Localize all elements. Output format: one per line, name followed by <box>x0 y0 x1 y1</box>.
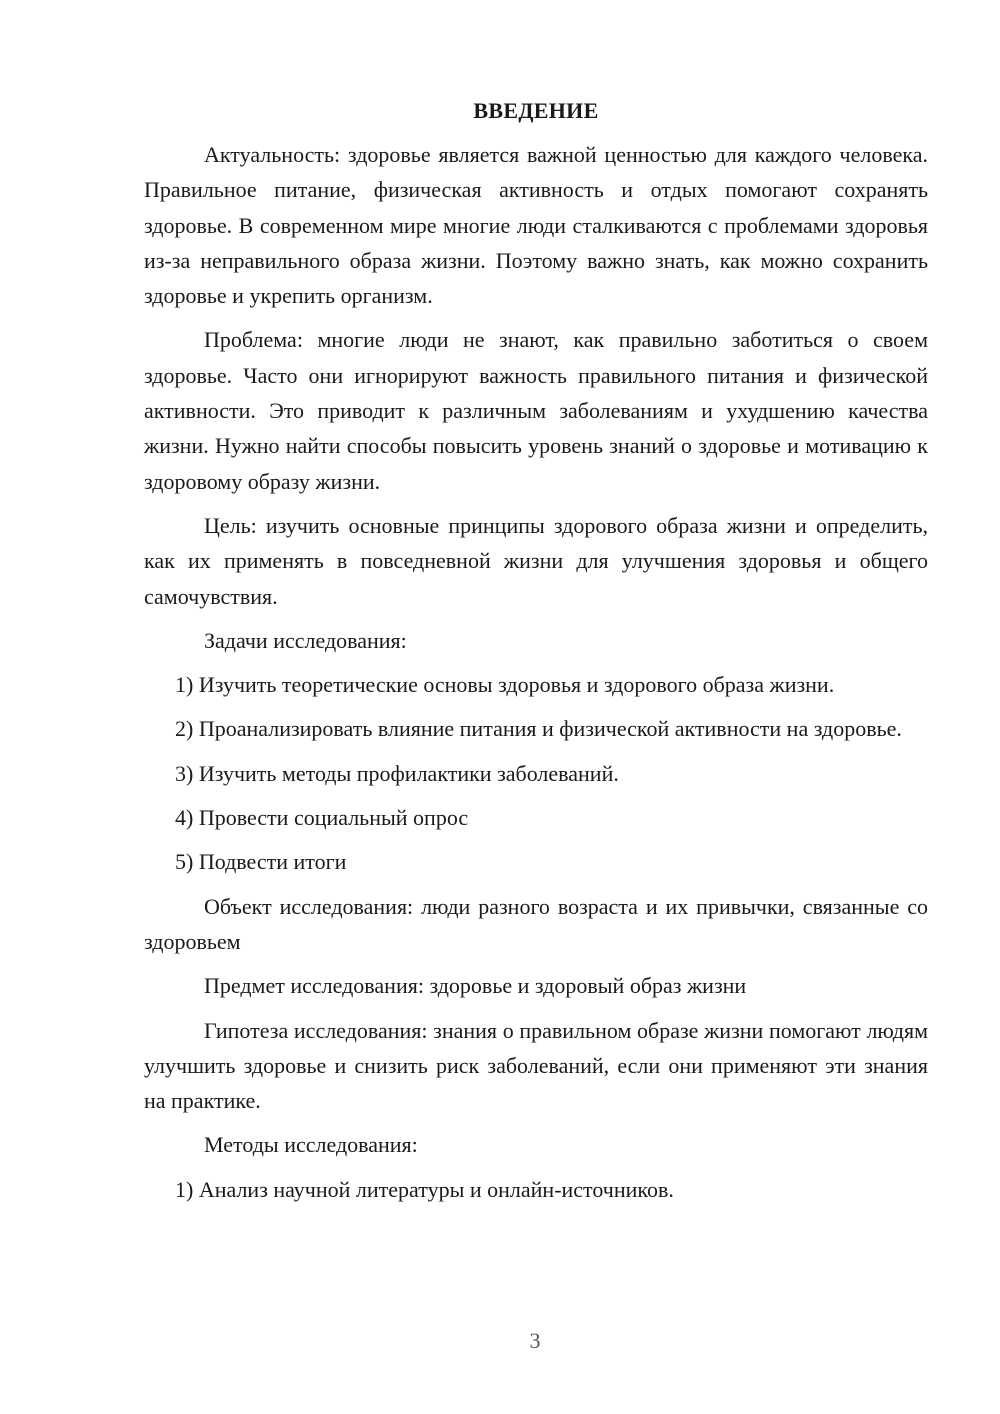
methods-heading: Методы исследования: <box>204 1132 418 1158</box>
page-number: 3 <box>529 1328 541 1353</box>
method-item: 1) Анализ научной литературы и онлайн-источников. <box>175 1176 674 1202</box>
task-item: 4) Провести социальный опрос <box>175 805 469 831</box>
paragraph-object: Объект исследования: люди разного возраста и их привычки, связанные со здоровьем <box>144 893 928 954</box>
section-title: ВВЕДЕНИЕ <box>473 98 599 123</box>
paragraph-hypothesis: Гипотеза исследования: знания о правильном образе жизни помогают людям улучшить здоровье и снизить риск заболеваний, если они применяют эти знания на практике. <box>144 1017 928 1114</box>
task-item: 2) Проанализировать влияние питания и физической активности на здоровье. <box>175 716 902 742</box>
paragraph-problem: Проблема: многие люди не знают, как правильно заботиться о своем здоровье. Часто они игнорируют важность правильного питания и физической активности. Это приводит к различным заболеваниям и ухудшению качества жизни. Нужно найти способы повысить уровень знаний о здоровье и мотивацию к здоровому образу жизни. <box>144 327 928 494</box>
task-item: 3) Изучить методы профилактики заболеваний. <box>175 760 619 786</box>
tasks-heading: Задачи исследования: <box>204 627 407 653</box>
document-page <box>144 95 928 1216</box>
paragraph-subject: Предмет исследования: здоровье и здоровый образ жизни <box>204 973 747 999</box>
task-item: 1) Изучить теоретические основы здоровья и здорового образа жизни. <box>175 672 835 698</box>
paragraph-goal: Цель: изучить основные принципы здорового образа жизни и определить, как их применять в повседневной жизни для улучшения здоровья и общего самочувствия. <box>144 512 928 609</box>
paragraph-relevance: Актуальность: здоровье является важной ценностью для каждого человека. Правильное питание, физическая активность и отдых помогают сохранять здоровье. В современном мире многие люди сталкиваются с проблемами здоровья из-за неправильного образа жизни. Поэтому важно знать, как можно сохранить здоровье и укрепить организм. <box>144 142 928 309</box>
task-item: 5) Подвести итоги <box>175 849 347 875</box>
